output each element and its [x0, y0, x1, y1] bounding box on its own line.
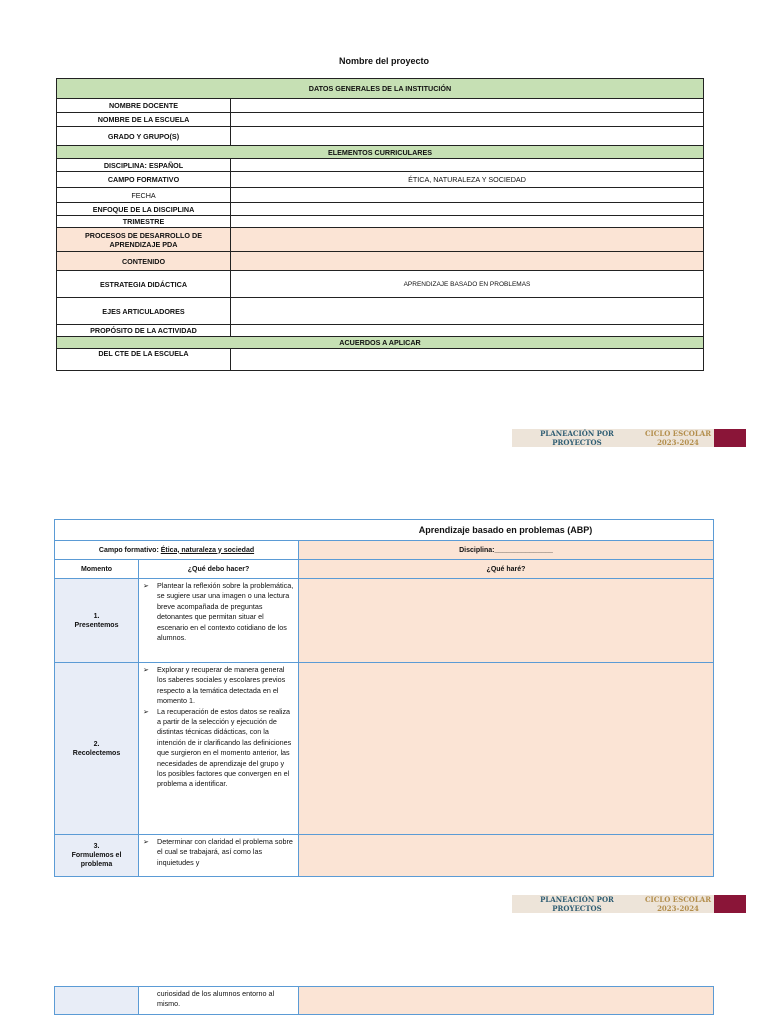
abp-title: Aprendizaje basado en problemas (ABP): [55, 520, 714, 541]
grade-group-label: GRADO Y GRUPO(S): [57, 127, 231, 146]
articulating-axes-value[interactable]: [231, 298, 704, 325]
discipline-label: DISCIPLINA: ESPAÑOL: [57, 159, 231, 172]
list-item: ➢ Plantear la reflexión sobre la problemática, se sugiere usar una imagen o una lectura breve acompañada de preguntas detonantes que permitan situar el escenario en el contexto cotidiano de los alumnos.: [157, 581, 294, 643]
abp-table: [54, 519, 714, 877]
planning-badge: PLANEACIÓN POR PROYECTOS: [512, 429, 642, 447]
school-cte-label: DEL CTE DE LA ESCUELA: [57, 349, 231, 371]
discipline-approach-value[interactable]: [231, 203, 704, 216]
didactic-strategy-value: APRENDIZAJE BASADO EN PROBLEMAS: [231, 271, 704, 298]
school-cycle-badge: CICLO ESCOLAR 2023-2024: [642, 429, 714, 447]
list-item: ➢ La recuperación de estos datos se realiza a partir de la selección y ejecución de distintas técnicas didácticas, con la intención de ir clarificando las definiciones que surgieron en el momento anterior, las necesidades de aprendizaje del grupo y los posibles factores que convergen en el problema a identificar.: [157, 707, 294, 790]
maroon-block: [714, 429, 746, 447]
teacher-name-label: NOMBRE DOCENTE: [57, 99, 231, 113]
moment-1: 1. Presentemos: [55, 579, 139, 663]
moment-1-response[interactable]: [299, 579, 714, 663]
maroon-block: [714, 895, 746, 913]
school-name-value[interactable]: [231, 113, 704, 127]
col-header-que-debo: ¿Qué debo hacer?: [139, 560, 299, 579]
pda-value[interactable]: [231, 228, 704, 252]
moment-2: 2. Recolectemos: [55, 663, 139, 835]
formative-field-value: ÉTICA, NATURALEZA Y SOCIEDAD: [231, 172, 704, 188]
discipline-approach-label: ENFOQUE DE LA DISCIPLINA: [57, 203, 231, 216]
moment-3-response-continued[interactable]: [299, 987, 714, 1015]
discipline-value[interactable]: [231, 159, 704, 172]
grade-group-value[interactable]: [231, 127, 704, 146]
planning-badge: PLANEACIÓN POR PROYECTOS: [512, 895, 642, 913]
date-value[interactable]: [231, 188, 704, 203]
curricular-elements-header: ELEMENTOS CURRICULARES: [57, 146, 704, 159]
list-item: ➢ Explorar y recuperar de manera general los saberes sociales y escolares previos respecto a la temática detectada en el momento 1.: [157, 665, 294, 707]
moment-3: 3. Formulemos el problema: [55, 835, 139, 877]
trimester-value[interactable]: [231, 216, 704, 228]
articulating-axes-label: EJES ARTICULADORES: [57, 298, 231, 325]
content-label: CONTENIDO: [57, 252, 231, 271]
branding-footer: [512, 429, 746, 447]
moment-2-response[interactable]: [299, 663, 714, 835]
moment-1-instructions: [139, 579, 299, 663]
abp-table-continuation: [54, 986, 714, 1015]
pda-label: PROCESOS DE DESARROLLO DE APRENDIZAJE PDA: [57, 228, 231, 252]
moment-3-response[interactable]: [299, 835, 714, 877]
moment-2-instructions: [139, 663, 299, 835]
formative-field-label: CAMPO FORMATIVO: [57, 172, 231, 188]
date-label: FECHA: [57, 188, 231, 203]
abp-formative-field: Campo formativo: Ética, naturaleza y sociedad: [55, 541, 299, 560]
project-title: Nombre del proyecto: [338, 56, 430, 66]
general-data-header: DATOS GENERALES DE LA INSTITUCIÓN: [57, 79, 704, 99]
list-item: ➢ Determinar con claridad el problema sobre el cual se trabajará, así como las inquietudes y: [157, 837, 294, 868]
moment-3-instructions-continued: curiosidad de los alumnos entorno al mismo.: [139, 987, 299, 1015]
branding-footer: [512, 895, 746, 913]
activity-purpose-label: PROPÓSITO DE LA ACTIVIDAD: [57, 325, 231, 337]
institution-table: [56, 78, 704, 371]
didactic-strategy-label: ESTRATEGIA DIDÁCTICA: [57, 271, 231, 298]
school-cycle-badge: CICLO ESCOLAR 2023-2024: [642, 895, 714, 913]
abp-discipline[interactable]: Disciplina:_______________: [299, 541, 714, 560]
agreements-header: ACUERDOS A APLICAR: [57, 337, 704, 349]
col-header-que-hare: ¿Qué haré?: [299, 560, 714, 579]
moment-3-instructions: [139, 835, 299, 877]
moment-3-continued: [55, 987, 139, 1015]
teacher-name-value[interactable]: [231, 99, 704, 113]
activity-purpose-value[interactable]: [231, 325, 704, 337]
col-header-momento: Momento: [55, 560, 139, 579]
content-value[interactable]: [231, 252, 704, 271]
school-cte-value[interactable]: [231, 349, 704, 371]
trimester-label: TRIMESTRE: [57, 216, 231, 228]
school-name-label: NOMBRE DE LA ESCUELA: [57, 113, 231, 127]
